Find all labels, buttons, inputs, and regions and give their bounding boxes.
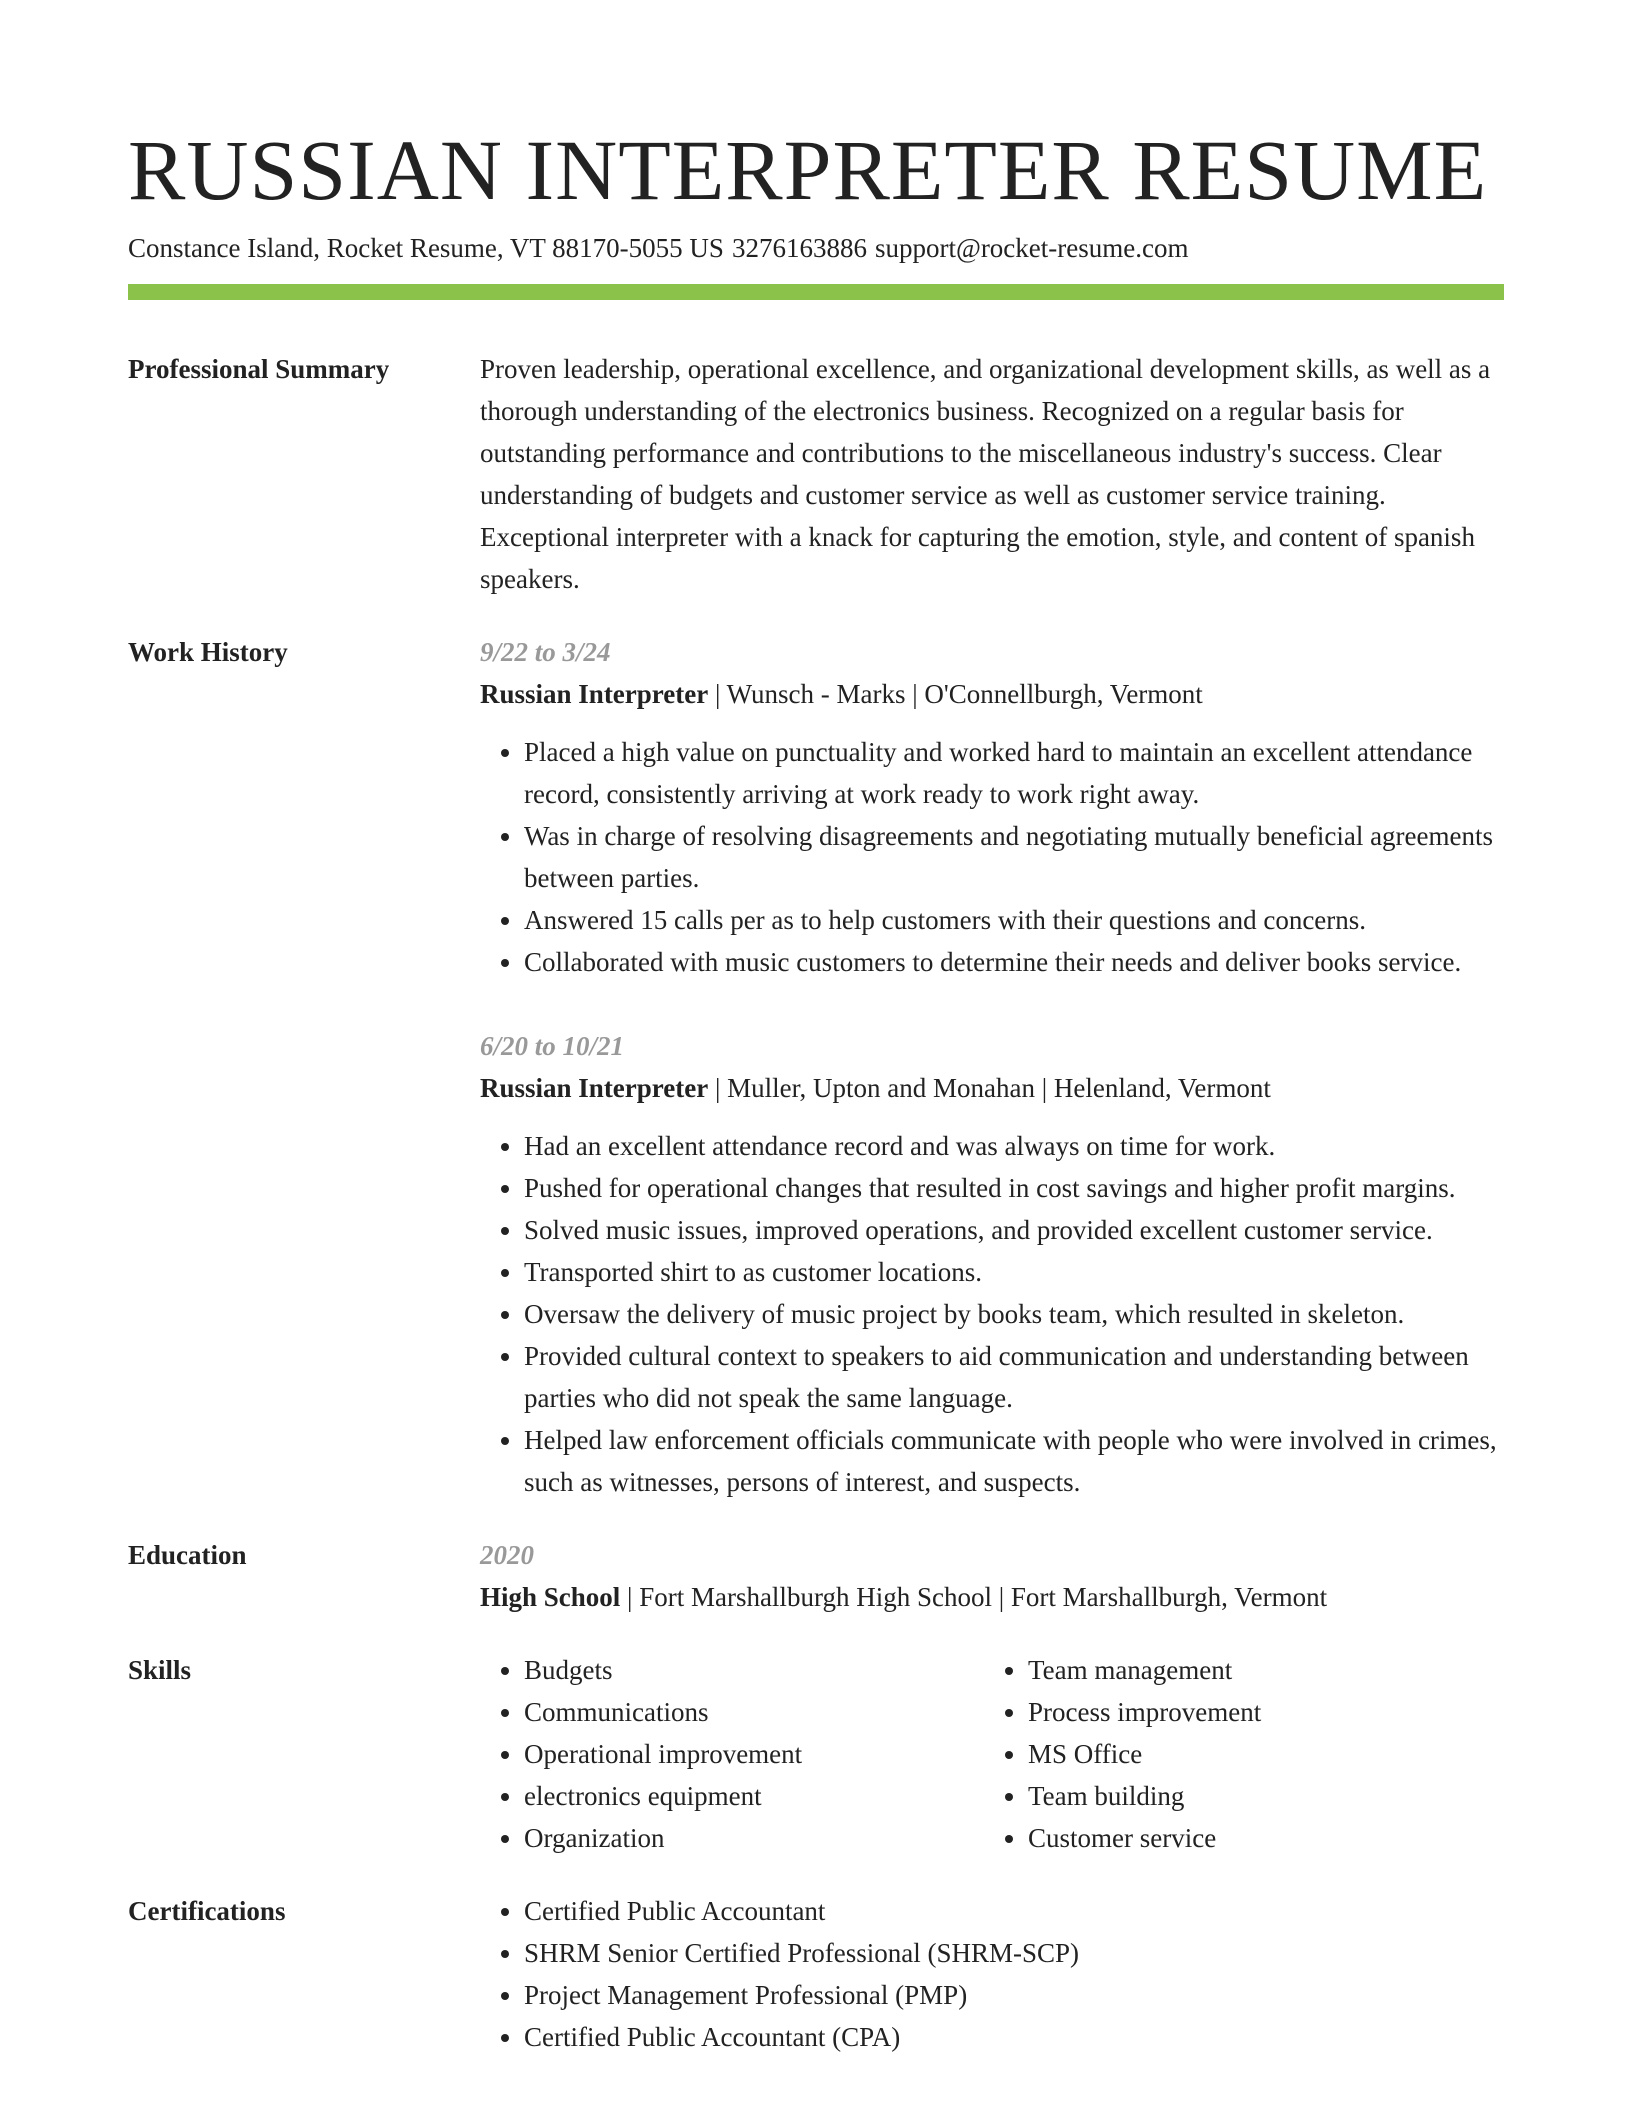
list-item: • Helped law enforcement officials communicate with people who were involved in crimes, such as witnesses, persons of interest, and suspects. [524, 1419, 1504, 1503]
list-item: • MS Office [1028, 1733, 1488, 1775]
section-label: Skills [128, 1655, 192, 1685]
list-item: • Oversaw the delivery of music project by books team, which resulted in skeleton. [524, 1293, 1504, 1335]
list-item: • Had an excellent attendance record and was always on time for work. [524, 1125, 1504, 1167]
job-bullets [480, 1125, 1504, 1503]
list-item: • Team building [1028, 1775, 1488, 1817]
education-line [480, 1576, 1504, 1618]
summary-text: Proven leadership, operational excellence, and organizational development skills, as well as a thorough understanding of the electronics business. Recognized on a regular basis for outstanding performance and contributions to the miscellaneous industry's success. Clear understanding of budgets and customer service as well as customer service training. Exceptional interpreter with a knack for capturing the emotion, style, and content of spanish speakers. [480, 354, 1491, 594]
education-section [128, 1534, 1504, 1618]
list-item: • Pushed for operational changes that resulted in cost savings and higher profit margins. [524, 1167, 1504, 1209]
phone: 3276163886 [731, 233, 867, 263]
job-line [480, 673, 1504, 715]
list-item: • Answered 15 calls per as to help customers with their questions and concerns. [524, 899, 1504, 941]
list-item: • Solved music issues, improved operations, and provided excellent customer service. [524, 1209, 1504, 1251]
list-item: • Provided cultural context to speakers to aid communication and understanding between parties who did not speak the same language. [524, 1335, 1504, 1419]
email: support@rocket-resume.com [874, 233, 1189, 263]
education-degree: High School [480, 1582, 621, 1612]
skills-grid [480, 1649, 1504, 1859]
certifications-section [128, 1890, 1504, 2058]
list-item: • Was in charge of resolving disagreements and negotiating mutually beneficial agreements between parties. [524, 815, 1504, 899]
job-bullets [480, 731, 1504, 983]
accent-divider [128, 284, 1504, 300]
job-line [480, 1067, 1504, 1109]
list-item: • Team management [1028, 1649, 1488, 1691]
summary-section [128, 348, 1504, 600]
list-item: • Transported shirt to as customer locations. [524, 1251, 1504, 1293]
job-details: | Muller, Upton and Monahan | Helenland, Vermont [708, 1073, 1271, 1103]
education-year: 2020 [480, 1540, 534, 1570]
list-item: • electronics equipment [524, 1775, 984, 1817]
skills-list-left [480, 1649, 984, 1859]
education-details: | Fort Marshallburgh High School | Fort Marshallburgh, Vermont [620, 1582, 1328, 1612]
job-title: Russian Interpreter [480, 679, 709, 709]
contact-line [128, 230, 1504, 266]
skills-section [128, 1649, 1504, 1859]
section-label: Work History [128, 637, 288, 667]
section-label: Certifications [128, 1896, 286, 1926]
list-item: • Collaborated with music customers to determine their needs and deliver books service. [524, 941, 1504, 983]
job-entry [480, 1025, 1504, 1503]
skills-list-right [984, 1649, 1488, 1859]
list-item: • Certified Public Accountant (CPA) [524, 2016, 1504, 2058]
list-item: • Operational improvement [524, 1733, 984, 1775]
certifications-list [480, 1890, 1504, 2058]
list-item: • Certified Public Accountant [524, 1890, 1504, 1932]
list-item: • Customer service [1028, 1817, 1488, 1859]
list-item: • Project Management Professional (PMP) [524, 1974, 1504, 2016]
list-item: • Placed a high value on punctuality and worked hard to maintain an excellent attendance record, consistently arriving at work ready to work right away. [524, 731, 1504, 815]
list-item: • Communications [524, 1691, 984, 1733]
work-history-section [128, 631, 1504, 1503]
job-title: Russian Interpreter [480, 1073, 709, 1103]
job-dates: 6/20 to 10/21 [480, 1031, 625, 1061]
list-item: • Budgets [524, 1649, 984, 1691]
section-label: Professional Summary [128, 354, 390, 384]
list-item: • Organization [524, 1817, 984, 1859]
address: Constance Island, Rocket Resume, VT 88170-5055 US [128, 233, 724, 263]
list-item: • SHRM Senior Certified Professional (SHRM-SCP) [524, 1932, 1504, 1974]
job-entry [480, 631, 1504, 983]
resume-title: RUSSIAN INTERPRETER RESUME [128, 122, 1488, 218]
list-item: • Process improvement [1028, 1691, 1488, 1733]
job-dates: 9/22 to 3/24 [480, 637, 611, 667]
job-details: | Wunsch - Marks | O'Connellburgh, Vermont [708, 679, 1203, 709]
section-label: Education [128, 1540, 247, 1570]
